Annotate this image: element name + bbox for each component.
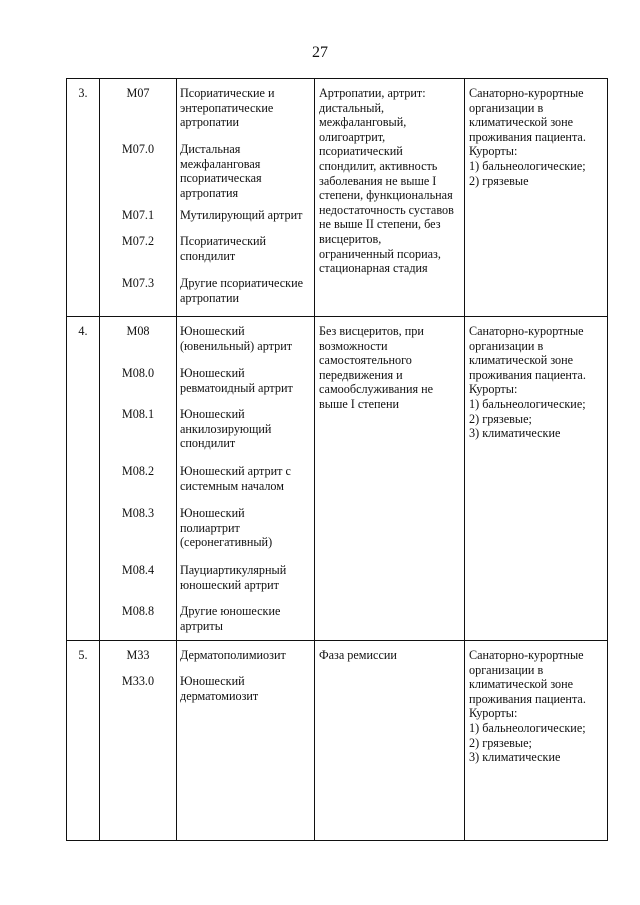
conditions-cell [315,79,465,317]
resorts-line: организации в [469,662,544,677]
conditions-line: заболевания не выше I [319,173,437,188]
table-row [67,317,608,641]
icd-code: M08.0 [121,366,155,380]
conditions-cell [315,641,465,841]
resorts-line: 2) грязевые; [469,411,532,426]
icd-code: M08 [126,324,150,338]
conditions-line: олигоартрит, [319,129,386,144]
resorts-line: проживания пациента. [469,691,586,706]
conditions-line: межфаланговый, [319,115,407,130]
resorts-cell [465,79,608,317]
conditions-line: псориатический [319,144,403,159]
resorts-line: Курорты: [469,382,518,397]
diagnosis-name-line: полиартрит [180,520,240,535]
diagnosis-name-line: Юношеский [180,506,245,520]
resorts-line: проживания пациента. [469,367,586,382]
diagnosis-name-line: Дистальная [180,142,241,156]
resorts-line: 3) климатические [469,426,561,441]
row-number: 4. [67,317,100,641]
diagnosis-name [177,86,314,142]
conditions-line: передвижения и [319,367,403,382]
diagnosis-name-line: Юношеский [180,366,245,380]
icd-code: M07.0 [121,142,155,156]
diagnosis-name-line: артриты [180,618,223,633]
diagnosis-name-line: Мутилирующий артрит [180,208,303,222]
conditions-line: стационарная стадия [319,261,428,276]
diagnosis-name [177,407,314,464]
icd-code: M07.1 [121,208,155,222]
icd-code: M07 [126,86,150,100]
diagnosis-name-line: Юношеский [180,674,245,688]
resorts-line: климатической зоне [469,353,574,368]
conditions-line: Фаза ремиссии [319,648,397,662]
icd-code: M07.2 [121,234,155,248]
diagnosis-cell [177,641,315,841]
diagnosis-name-line: артропатии [180,290,239,305]
diagnosis-name [177,648,314,674]
diagnosis-name-line: Дерматополимиозит [180,648,286,662]
diagnosis-name [177,464,314,506]
diagnosis-name [177,234,314,276]
diagnosis-name [177,604,314,640]
row-number: 3. [67,79,100,317]
diagnosis-name-line: артропатии [180,115,239,130]
resorts-line: 3) климатические [469,750,561,765]
icd-code: M08.2 [121,464,155,478]
icd-code-cell [100,641,177,841]
resorts-line: организации в [469,338,544,353]
diagnosis-name [177,208,314,234]
icd-code: M08.1 [121,407,155,421]
diagnosis-name-line: артропатия [180,185,239,200]
diagnosis-name-line: Псориатические и [180,86,275,100]
diagnosis-name [177,324,314,366]
diagnosis-name-line: спондилит [180,248,236,263]
diagnosis-name [177,366,314,407]
diagnosis-name-line: Пауциартикулярный [180,563,287,577]
diagnosis-name-line: (серонегативный) [180,535,273,550]
table-row [67,79,608,317]
conditions-line: самообслуживания не [319,382,434,397]
resorts-line: 1) бальнеологические; [469,396,586,411]
resort-indications-table [66,78,608,841]
diagnosis-name-line: спондилит [180,436,236,451]
icd-code: M08.4 [121,563,155,577]
resorts-line: 2) грязевые; [469,735,532,750]
conditions-line: недостаточность суставов [319,202,454,217]
icd-code-cell [100,79,177,317]
resorts-line: 2) грязевые [469,173,529,188]
icd-code-cell [100,317,177,641]
diagnosis-name [177,276,314,314]
conditions-line: дистальный, [319,100,385,115]
diagnosis-name [177,142,314,208]
conditions-line: выше I степени [319,396,400,411]
icd-code: M08.3 [121,506,155,520]
conditions-line: не выше II степени, без [319,217,441,232]
resorts-line: Санаторно-курортные [469,648,584,662]
conditions-line: спондилит, активность [319,158,438,173]
resorts-line: 1) бальнеологические; [469,720,586,735]
conditions-line: Артропатии, артрит: [319,86,426,100]
row-number: 5. [67,641,100,841]
resorts-line: Курорты: [469,144,518,159]
resorts-line: климатической зоне [469,677,574,692]
conditions-line: Без висцеритов, при [319,324,424,338]
diagnosis-name-line: Другие псориатические [180,276,304,290]
diagnosis-name-line: анкилозирующий [180,421,272,436]
diagnosis-cell [177,317,315,641]
resorts-line: климатической зоне [469,115,574,130]
resorts-line: Санаторно-курортные [469,324,584,338]
diagnosis-name-line: юношеский артрит [180,577,279,592]
diagnosis-name-line: Псориатический [180,234,267,248]
diagnosis-name-line: межфаланговая [180,156,261,171]
diagnosis-name-line: Юношеский артрит с [180,464,291,478]
resorts-line: Курорты: [469,706,518,721]
resorts-line: 1) бальнеологические; [469,158,586,173]
resorts-cell [465,641,608,841]
resorts-line: проживания пациента. [469,129,586,144]
icd-code: M33.0 [121,674,155,688]
conditions-line: степени, функциональная [319,188,453,203]
resorts-line: организации в [469,100,544,115]
page-number: 27 [312,44,328,61]
conditions-line: самостоятельного [319,353,412,368]
icd-code: M33 [126,648,150,662]
resorts-line: Санаторно-курортные [469,86,584,100]
resorts-cell [465,317,608,641]
diagnosis-name [177,674,314,714]
icd-code: M08.8 [121,604,155,618]
diagnosis-name [177,563,314,604]
diagnosis-name-line: Другие юношеские [180,604,281,618]
diagnosis-name-line: энтеропатические [180,100,274,115]
conditions-cell [315,317,465,641]
icd-code: M07.3 [121,276,155,290]
conditions-line: висцеритов, [319,231,382,246]
diagnosis-name-line: псориатическая [180,171,262,186]
diagnosis-name-line: системным началом [180,478,285,493]
diagnosis-cell [177,79,315,317]
table-row [67,641,608,841]
diagnosis-name-line: дерматомиозит [180,688,259,703]
diagnosis-name-line: (ювенильный) артрит [180,338,293,353]
diagnosis-name-line: Юношеский [180,407,245,421]
diagnosis-name-line: ревматоидный артрит [180,380,293,395]
conditions-line: возможности [319,338,388,353]
diagnosis-name-line: Юношеский [180,324,245,338]
diagnosis-name [177,506,314,563]
conditions-line: ограниченный псориаз, [319,246,441,261]
